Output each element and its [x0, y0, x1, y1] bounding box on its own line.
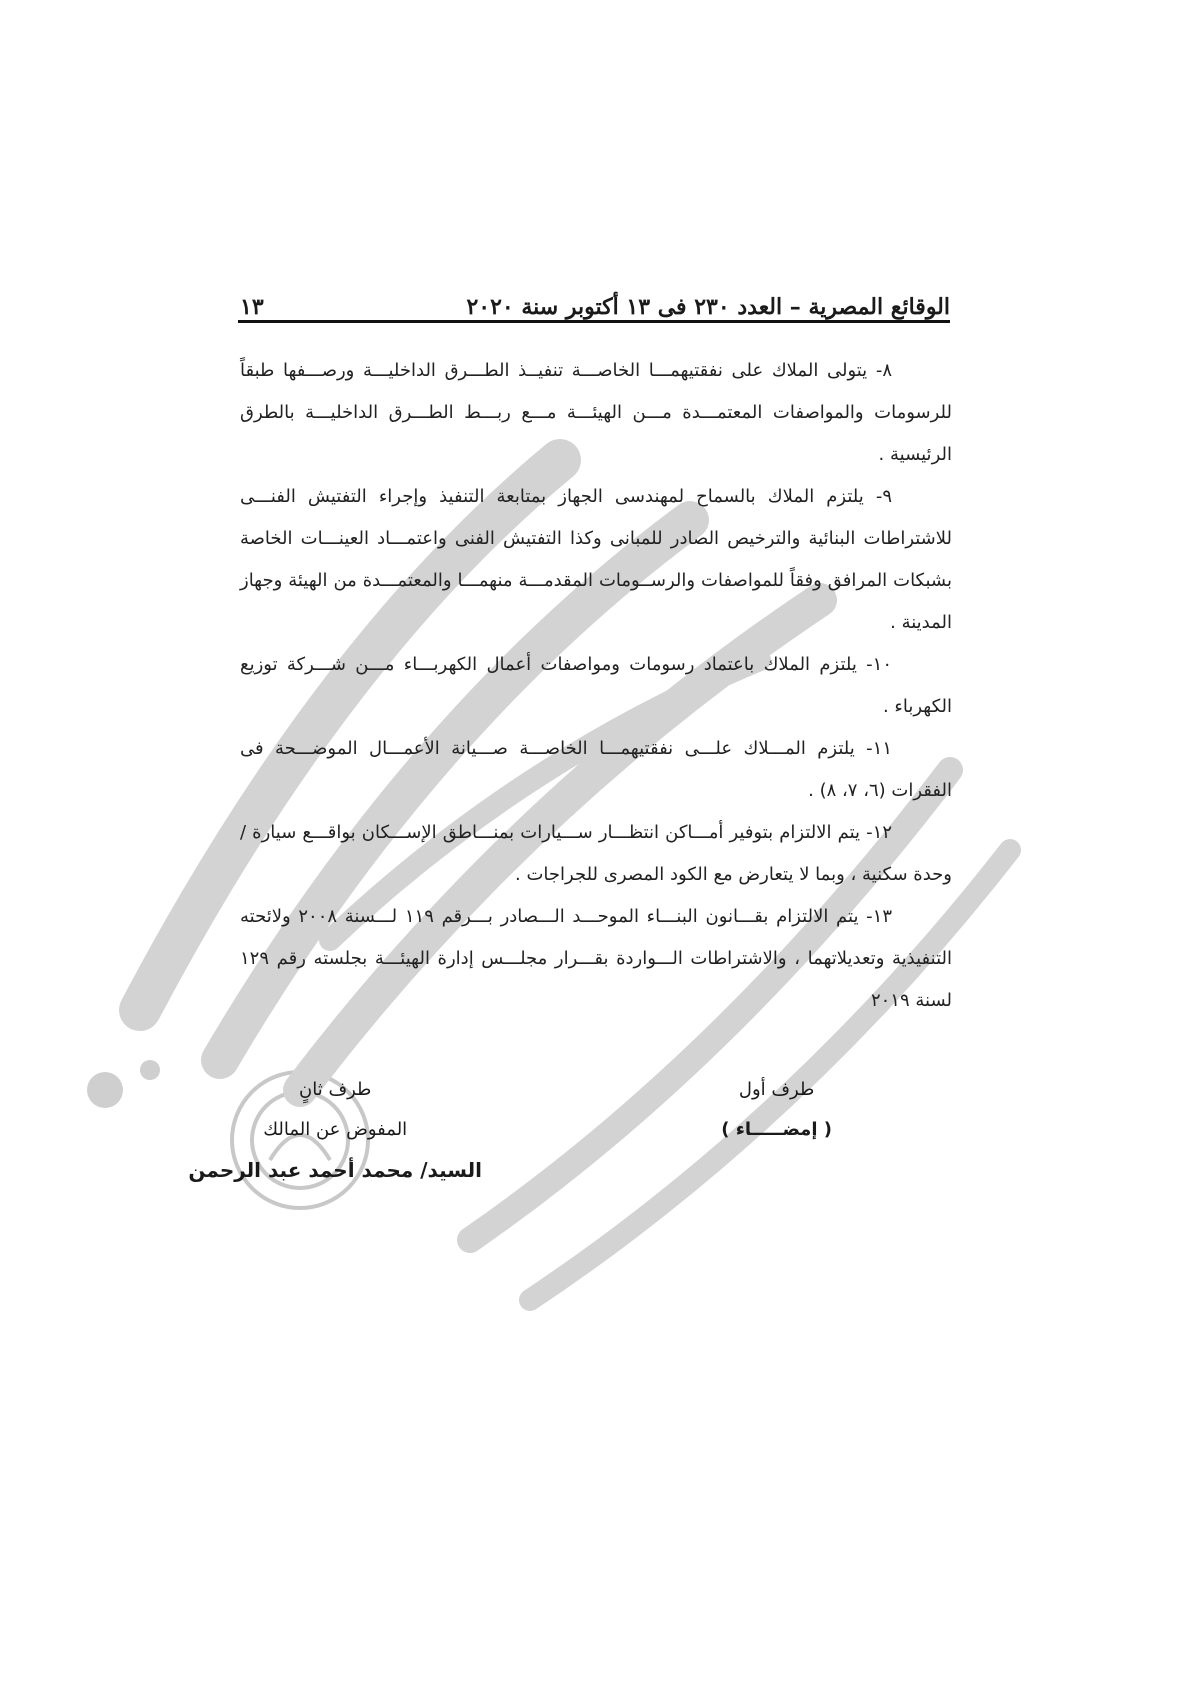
signature-block — [188, 1070, 952, 1200]
second-party-name: السيد/ محمد أحمد عبد الرحمن — [188, 1158, 482, 1182]
header-title: الوقائع المصرية – العدد ٢٣٠ فى ١٣ أكتوبر سنة ٢٠٢٠ — [466, 294, 950, 320]
page-header — [240, 270, 950, 320]
page-number: ١٣ — [240, 294, 264, 320]
first-party-signature: ( إمضـــــاء ) — [721, 1119, 832, 1140]
document-body — [240, 350, 952, 1022]
header-rule — [238, 320, 950, 323]
clause-10: ١٠- يلتزم الملاك باعتماد رسومات ومواصفات أعمال الكهربـــاء مـــن شـــركة توزيع الكهرباء . — [240, 654, 952, 717]
clause-8: ٨- يتولى الملاك على نفقتيهمـــا الخاصـــة تنفيــذ الطـــرق الداخليـــة ورصـــفها طبقاً للرسومات والمواصفات المعتمـــدة مـــن الهيئـــة مـــع ربـــط الطـــرق الداخليـــة بالطرق الرئيسية . — [240, 360, 952, 465]
second-party-label: طرف ثانٍ — [299, 1079, 372, 1100]
first-party-label: طرف أول — [738, 1079, 815, 1100]
clause-11: ١١- يلتزم المـــلاك علـــى نفقتيهمـــا الخاصـــة صـــيانة الأعمـــال الموضـــحة فى الفقرات (٦، ٧، ٨) . — [240, 738, 952, 801]
clause-9: ٩- يلتزم الملاك بالسماح لمهندسى الجهاز بمتابعة التنفيذ وإجراء التفتيش الفنـــى للاشتراطات البنائية والترخيص الصادر للمبانى وكذا التفتيش الفنى واعتمـــاد العينـــات الخاصة بشبكات المرافق وفقاً للمواصفات والرســومات المقدمـــة منهمـــا والمعتمـــدة من الهيئة وجهاز المدينة . — [240, 486, 952, 633]
clause-13: ١٣- يتم الالتزام بقـــانون البنـــاء الموحـــد الـــصادر بـــرقم ١١٩ لـــسنة ٢٠٠٨ ولائحته التنفيذية وتعديلاتهما ، والاشتراطات الـــواردة بقـــرار مجلـــس إدارة الهيئـــة بجلسته رقم ١٢٩ لسنة ٢٠١٩ — [240, 906, 952, 1011]
second-party — [188, 1070, 482, 1190]
first-party — [721, 1070, 832, 1150]
clause-12: ١٢- يتم الالتزام بتوفير أمـــاكن انتظـــار ســـيارات بمنـــاطق الإســـكان بواقـــع سيارة / وحدة سكنية ، وبما لا يتعارض مع الكود المصرى للجراجات . — [240, 822, 952, 885]
second-party-role: المفوض عن المالك — [263, 1119, 408, 1140]
